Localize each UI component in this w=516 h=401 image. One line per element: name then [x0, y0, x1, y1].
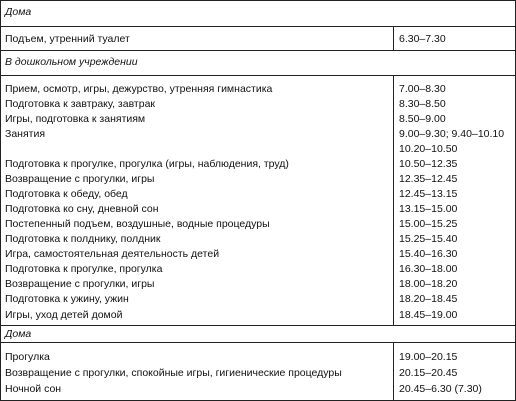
- section-header-kindergarten: [1, 50, 515, 76]
- time-cell: 18.00–18.20: [399, 278, 458, 290]
- time-cell: 7.00–8.30: [399, 83, 446, 95]
- table-row: [1, 157, 515, 172]
- table-row: [1, 247, 515, 262]
- activity-cell: Постепенный подъем, воздушные, водные процедуры: [5, 218, 270, 230]
- activity-cell: Возвращение с прогулки, игры: [5, 173, 155, 185]
- activity-cell: Возвращение с прогулки, спокойные игры, гигиенические процедуры: [5, 367, 342, 379]
- activity-cell: Игры, подготовка к занятиям: [5, 113, 146, 125]
- time-cell: 8.50–9.00: [399, 113, 446, 125]
- table-row: [1, 172, 515, 187]
- time-cell: 12.35–12.45: [399, 173, 458, 185]
- table-row: [1, 112, 515, 127]
- table-row: [1, 232, 515, 247]
- activity-cell: Занятия: [5, 128, 46, 140]
- table-row: [1, 292, 515, 307]
- time-cell: 18.45–19.00: [399, 309, 458, 321]
- table-row: [1, 308, 515, 323]
- table-row: [1, 32, 515, 47]
- time-cell: 10.50–12.35: [399, 158, 458, 170]
- time-cell: 12.45–13.15: [399, 188, 458, 200]
- activity-cell: Прогулка: [5, 351, 50, 363]
- activity-cell: Подъем, утренний туалет: [5, 33, 130, 45]
- time-cell: 15.40–16.30: [399, 248, 458, 260]
- table-row: [1, 217, 515, 232]
- activity-cell: Подготовка к ужину, ужин: [5, 293, 129, 305]
- activity-cell: Подготовка ко сну, дневной сон: [5, 203, 159, 215]
- activity-cell: Подготовка к прогулке, прогулка (игры, наблюдения, труд): [5, 158, 289, 170]
- time-cell: 10.20–10.50: [399, 143, 458, 155]
- time-cell: 19.00–20.15: [399, 351, 458, 363]
- section-title: Дома: [5, 6, 32, 18]
- table-row: [1, 366, 515, 381]
- activity-cell: Подготовка к полднику, полдник: [5, 233, 161, 245]
- table-row: [1, 127, 515, 142]
- time-cell: 15.00–15.25: [399, 218, 458, 230]
- time-cell: 20.45–6.30 (7.30): [399, 383, 482, 395]
- section-title: Дома: [5, 328, 32, 340]
- table-row: [1, 382, 515, 397]
- section-block-home-morning: [1, 26, 515, 51]
- table-row: [1, 97, 515, 112]
- time-cell: 13.15–15.00: [399, 203, 458, 215]
- table-row: [1, 202, 515, 217]
- section-block-home-evening: [1, 342, 515, 401]
- time-cell: 9.00–9.30; 9.40–10.10: [399, 128, 505, 140]
- section-title: В дошкольном учреждении: [5, 56, 138, 68]
- activity-cell: Игры, уход детей домой: [5, 309, 123, 321]
- table-row: [1, 142, 515, 157]
- table-row: [1, 82, 515, 97]
- activity-cell: Подготовка к прогулке, прогулка: [5, 263, 163, 275]
- section-header-home-morning: [1, 1, 515, 26]
- activity-cell: Игра, самостоятельная деятельность детей: [5, 248, 220, 260]
- activity-cell: Возвращение с прогулки, игры: [5, 278, 155, 290]
- table-row: [1, 187, 515, 202]
- time-cell: 6.30–7.30: [399, 33, 446, 45]
- activity-cell: Подготовка к завтраку, завтрак: [5, 98, 156, 110]
- table-row: [1, 350, 515, 365]
- section-block-kindergarten: [1, 75, 515, 326]
- section-header-home-evening: [1, 325, 515, 343]
- activity-cell: Прием, осмотр, игры, дежурство, утренняя гимнастика: [5, 83, 273, 95]
- table-row: [1, 277, 515, 292]
- table-row: [1, 262, 515, 277]
- time-cell: 15.25–15.40: [399, 233, 458, 245]
- time-cell: 18.20–18.45: [399, 293, 458, 305]
- activity-cell: Ночной сон: [5, 383, 62, 395]
- time-cell: 8.30–8.50: [399, 98, 446, 110]
- activity-cell: Подготовка к обеду, обед: [5, 188, 128, 200]
- time-cell: 16.30–18.00: [399, 263, 458, 275]
- time-cell: 20.15–20.45: [399, 367, 458, 379]
